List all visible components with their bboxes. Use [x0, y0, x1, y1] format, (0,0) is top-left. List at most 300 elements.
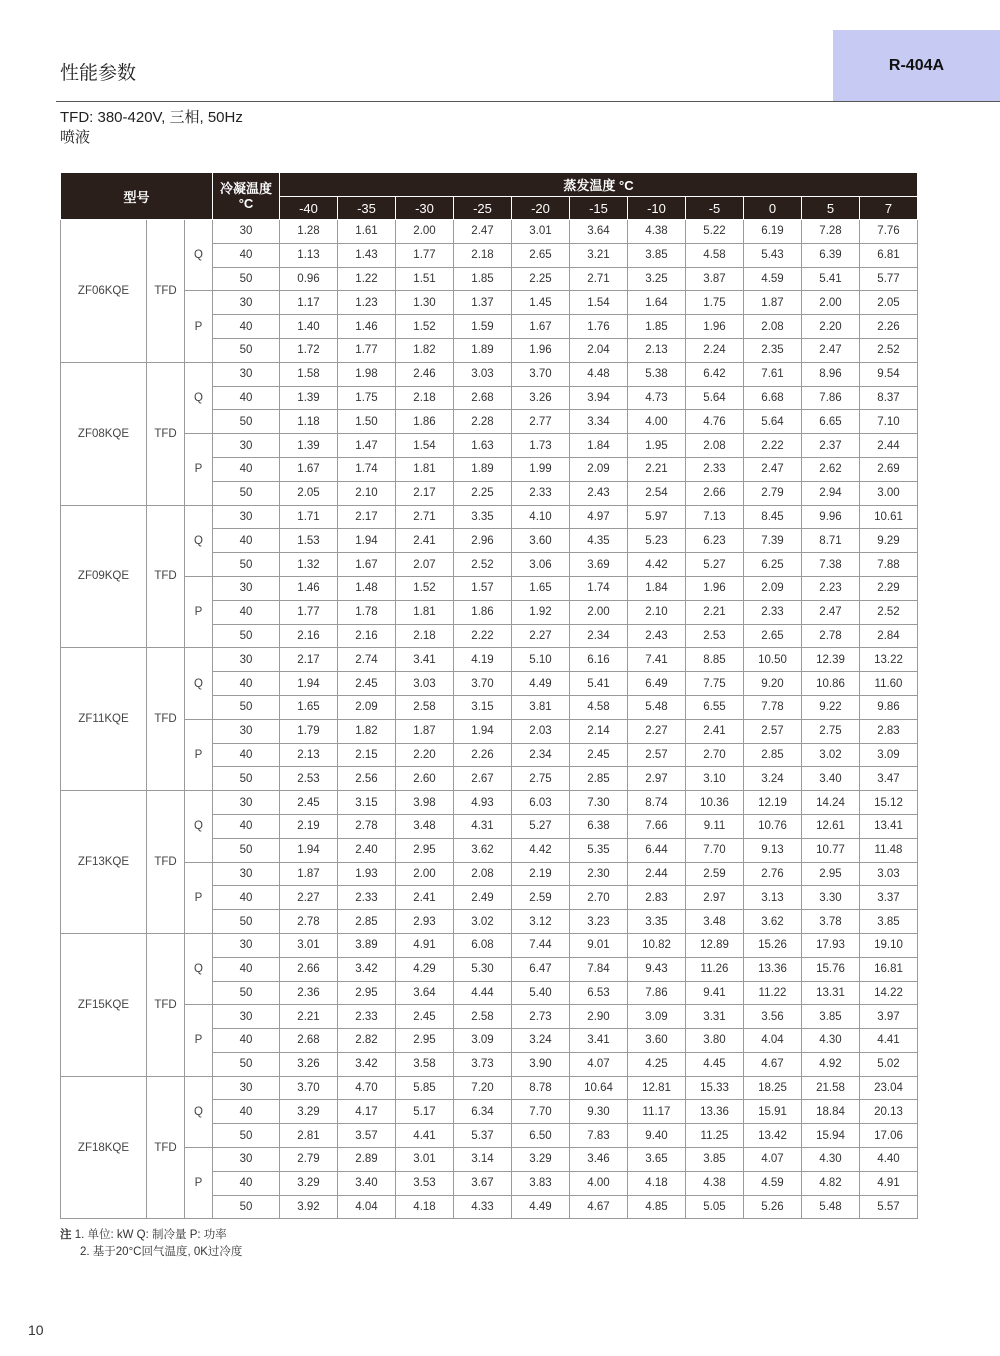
value-cell: 6.38 — [570, 814, 628, 838]
value-cell: 11.48 — [860, 838, 918, 862]
value-cell: 2.97 — [686, 886, 744, 910]
value-cell: 2.08 — [454, 862, 512, 886]
value-cell: 2.47 — [802, 338, 860, 362]
value-cell: 1.81 — [396, 600, 454, 624]
value-cell: 3.78 — [802, 910, 860, 934]
value-cell: 7.75 — [686, 672, 744, 696]
value-cell: 18.25 — [744, 1076, 802, 1100]
condensing-temp-cell: 50 — [213, 695, 280, 719]
value-cell: 4.67 — [744, 1052, 802, 1076]
model-name: ZF08KQE — [61, 362, 147, 505]
metric-power: P — [185, 576, 213, 647]
value-cell: 4.10 — [512, 505, 570, 529]
value-cell: 2.30 — [570, 862, 628, 886]
value-cell: 2.20 — [396, 743, 454, 767]
value-cell: 2.26 — [454, 743, 512, 767]
value-cell: 8.71 — [802, 529, 860, 553]
value-cell: 4.07 — [570, 1052, 628, 1076]
table-row — [61, 1076, 918, 1100]
value-cell: 1.86 — [396, 410, 454, 434]
value-cell: 8.96 — [802, 362, 860, 386]
condensing-temp-cell: 40 — [213, 672, 280, 696]
value-cell: 4.30 — [802, 1029, 860, 1053]
value-cell: 9.43 — [628, 957, 686, 981]
value-cell: 4.07 — [744, 1148, 802, 1172]
value-cell: 2.35 — [744, 338, 802, 362]
value-cell: 3.35 — [454, 505, 512, 529]
value-cell: 15.91 — [744, 1100, 802, 1124]
value-cell: 3.67 — [454, 1171, 512, 1195]
metric-capacity: Q — [185, 648, 213, 719]
value-cell: 1.18 — [280, 410, 338, 434]
footnote-units: 1. 单位: kW Q: 制冷量 P: 功率 — [74, 1229, 227, 1241]
value-cell: 2.73 — [512, 1005, 570, 1029]
metric-power: P — [185, 1148, 213, 1219]
value-cell: 2.71 — [396, 505, 454, 529]
value-cell: 4.93 — [454, 791, 512, 815]
value-cell: 3.41 — [396, 648, 454, 672]
value-cell: 3.15 — [338, 791, 396, 815]
value-cell: 2.58 — [396, 695, 454, 719]
value-cell: 2.47 — [744, 457, 802, 481]
value-cell: 9.54 — [860, 362, 918, 386]
value-cell: 4.91 — [860, 1171, 918, 1195]
value-cell: 3.09 — [454, 1029, 512, 1053]
condensing-temp-cell: 40 — [213, 1029, 280, 1053]
value-cell: 4.41 — [860, 1029, 918, 1053]
value-cell: 3.02 — [454, 910, 512, 934]
value-cell: 2.68 — [454, 386, 512, 410]
table-row — [61, 719, 918, 743]
value-cell: 7.86 — [628, 981, 686, 1005]
value-cell: 3.41 — [570, 1029, 628, 1053]
condensing-temp-cell: 30 — [213, 862, 280, 886]
value-cell: 3.12 — [512, 910, 570, 934]
value-cell: 4.82 — [802, 1171, 860, 1195]
value-cell: 2.17 — [396, 481, 454, 505]
condensing-temp-cell: 30 — [213, 362, 280, 386]
value-cell: 5.41 — [570, 672, 628, 696]
value-cell: 3.89 — [338, 933, 396, 957]
value-cell: 2.59 — [686, 862, 744, 886]
value-cell: 20.13 — [860, 1100, 918, 1124]
value-cell: 3.94 — [570, 386, 628, 410]
value-cell: 1.39 — [280, 386, 338, 410]
value-cell: 2.27 — [628, 719, 686, 743]
value-cell: 4.35 — [570, 529, 628, 553]
value-cell: 23.04 — [860, 1076, 918, 1100]
value-cell: 1.54 — [396, 434, 454, 458]
value-cell: 7.30 — [570, 791, 628, 815]
value-cell: 2.07 — [396, 553, 454, 577]
value-cell: 1.94 — [280, 838, 338, 862]
value-cell: 11.60 — [860, 672, 918, 696]
value-cell: 8.74 — [628, 791, 686, 815]
condensing-temp-cell: 50 — [213, 553, 280, 577]
value-cell: 1.87 — [744, 291, 802, 315]
value-cell: 9.11 — [686, 814, 744, 838]
value-cell: 4.19 — [454, 648, 512, 672]
value-cell: 1.67 — [512, 315, 570, 339]
value-cell: 1.48 — [338, 576, 396, 600]
value-cell: 12.39 — [802, 648, 860, 672]
condensing-temp-cell: 40 — [213, 743, 280, 767]
value-cell: 6.25 — [744, 553, 802, 577]
value-cell: 6.19 — [744, 220, 802, 244]
value-cell: 1.64 — [628, 291, 686, 315]
value-cell: 1.73 — [512, 434, 570, 458]
value-cell: 2.52 — [454, 553, 512, 577]
value-cell: 3.85 — [802, 1005, 860, 1029]
value-cell: 2.25 — [454, 481, 512, 505]
value-cell: 2.29 — [860, 576, 918, 600]
value-cell: 4.04 — [744, 1029, 802, 1053]
value-cell: 1.53 — [280, 529, 338, 553]
value-cell: 9.96 — [802, 505, 860, 529]
value-cell: 9.13 — [744, 838, 802, 862]
value-cell: 2.19 — [512, 862, 570, 886]
condensing-temp-cell: 40 — [213, 243, 280, 267]
metric-power: P — [185, 1005, 213, 1076]
value-cell: 5.43 — [744, 243, 802, 267]
value-cell: 5.23 — [628, 529, 686, 553]
injection-type: 喷液 — [60, 129, 91, 146]
condensing-temp-cell: 30 — [213, 220, 280, 244]
value-cell: 4.25 — [628, 1052, 686, 1076]
value-cell: 3.60 — [628, 1029, 686, 1053]
value-cell: 3.46 — [570, 1148, 628, 1172]
value-cell: 2.05 — [280, 481, 338, 505]
value-cell: 2.45 — [570, 743, 628, 767]
value-cell: 13.42 — [744, 1124, 802, 1148]
value-cell: 2.24 — [686, 338, 744, 362]
value-cell: 2.44 — [860, 434, 918, 458]
table-row — [61, 576, 918, 600]
value-cell: 4.58 — [570, 695, 628, 719]
value-cell: 2.76 — [744, 862, 802, 886]
value-cell: 1.72 — [280, 338, 338, 362]
value-cell: 2.47 — [802, 600, 860, 624]
value-cell: 8.78 — [512, 1076, 570, 1100]
value-cell: 2.09 — [744, 576, 802, 600]
value-cell: 2.53 — [280, 767, 338, 791]
value-cell: 4.29 — [396, 957, 454, 981]
value-cell: 3.98 — [396, 791, 454, 815]
value-cell: 2.96 — [454, 529, 512, 553]
value-cell: 3.29 — [512, 1148, 570, 1172]
page-number: 10 — [28, 1322, 44, 1338]
value-cell: 2.00 — [396, 862, 454, 886]
value-cell: 3.47 — [860, 767, 918, 791]
value-cell: 7.84 — [570, 957, 628, 981]
value-cell: 2.34 — [512, 743, 570, 767]
value-cell: 3.26 — [512, 386, 570, 410]
value-cell: 2.95 — [396, 1029, 454, 1053]
footnote-label: 注 — [60, 1229, 72, 1241]
condensing-temp-cell: 50 — [213, 481, 280, 505]
value-cell: 2.13 — [628, 338, 686, 362]
model-name: ZF06KQE — [61, 220, 147, 363]
value-cell: 9.01 — [570, 933, 628, 957]
value-cell: 1.81 — [396, 457, 454, 481]
value-cell: 6.44 — [628, 838, 686, 862]
value-cell: 15.33 — [686, 1076, 744, 1100]
value-cell: 2.00 — [570, 600, 628, 624]
condensing-temp-cell: 40 — [213, 886, 280, 910]
value-cell: 2.77 — [512, 410, 570, 434]
metric-power: P — [185, 291, 213, 362]
value-cell: 1.47 — [338, 434, 396, 458]
value-cell: 5.17 — [396, 1100, 454, 1124]
value-cell: 3.24 — [744, 767, 802, 791]
value-cell: 3.53 — [396, 1171, 454, 1195]
value-cell: 7.20 — [454, 1076, 512, 1100]
value-cell: 3.42 — [338, 957, 396, 981]
voltage-code: TFD — [147, 220, 185, 363]
value-cell: 1.57 — [454, 576, 512, 600]
value-cell: 1.45 — [512, 291, 570, 315]
value-cell: 2.27 — [512, 624, 570, 648]
value-cell: 11.17 — [628, 1100, 686, 1124]
value-cell: 12.19 — [744, 791, 802, 815]
value-cell: 4.91 — [396, 933, 454, 957]
value-cell: 2.82 — [338, 1029, 396, 1053]
value-cell: 2.41 — [396, 886, 454, 910]
condensing-temp-cell: 50 — [213, 1124, 280, 1148]
value-cell: 2.09 — [338, 695, 396, 719]
metric-capacity: Q — [185, 1076, 213, 1147]
value-cell: 3.09 — [860, 743, 918, 767]
value-cell: 2.67 — [454, 767, 512, 791]
value-cell: 3.34 — [570, 410, 628, 434]
value-cell: 7.10 — [860, 410, 918, 434]
value-cell: 1.95 — [628, 434, 686, 458]
value-cell: 19.10 — [860, 933, 918, 957]
value-cell: 2.97 — [628, 767, 686, 791]
value-cell: 3.31 — [686, 1005, 744, 1029]
value-cell: 5.35 — [570, 838, 628, 862]
value-cell: 3.97 — [860, 1005, 918, 1029]
value-cell: 3.24 — [512, 1029, 570, 1053]
model-name: ZF11KQE — [61, 648, 147, 791]
value-cell: 4.92 — [802, 1052, 860, 1076]
condensing-temp-cell: 40 — [213, 814, 280, 838]
value-cell: 2.19 — [280, 814, 338, 838]
value-cell: 1.94 — [280, 672, 338, 696]
table-row — [61, 362, 918, 386]
condensing-temp-label: 冷凝温度 — [219, 181, 272, 196]
table-row — [61, 434, 918, 458]
value-cell: 6.65 — [802, 410, 860, 434]
value-cell: 6.34 — [454, 1100, 512, 1124]
value-cell: 2.90 — [570, 1005, 628, 1029]
value-cell: 14.22 — [860, 981, 918, 1005]
value-cell: 3.70 — [280, 1076, 338, 1100]
value-cell: 6.68 — [744, 386, 802, 410]
value-cell: 1.78 — [338, 600, 396, 624]
value-cell: 1.46 — [338, 315, 396, 339]
value-cell: 5.02 — [860, 1052, 918, 1076]
value-cell: 2.89 — [338, 1148, 396, 1172]
value-cell: 7.70 — [512, 1100, 570, 1124]
value-cell: 2.58 — [454, 1005, 512, 1029]
value-cell: 3.62 — [454, 838, 512, 862]
condensing-temp-cell: 30 — [213, 791, 280, 815]
value-cell: 11.25 — [686, 1124, 744, 1148]
value-cell: 14.24 — [802, 791, 860, 815]
value-cell: 12.89 — [686, 933, 744, 957]
value-cell: 2.16 — [280, 624, 338, 648]
evap-temp-header-cell: -15 — [570, 197, 628, 220]
value-cell: 1.77 — [396, 243, 454, 267]
value-cell: 3.10 — [686, 767, 744, 791]
value-cell: 2.10 — [628, 600, 686, 624]
value-cell: 8.85 — [686, 648, 744, 672]
value-cell: 2.56 — [338, 767, 396, 791]
value-cell: 3.01 — [280, 933, 338, 957]
metric-capacity: Q — [185, 362, 213, 433]
value-cell: 2.62 — [802, 457, 860, 481]
value-cell: 1.59 — [454, 315, 512, 339]
value-cell: 3.92 — [280, 1195, 338, 1219]
value-cell: 3.09 — [628, 1005, 686, 1029]
value-cell: 3.40 — [338, 1171, 396, 1195]
value-cell: 3.62 — [744, 910, 802, 934]
value-cell: 4.76 — [686, 410, 744, 434]
condensing-temp-cell: 40 — [213, 457, 280, 481]
condensing-temp-cell: 30 — [213, 648, 280, 672]
metric-power: P — [185, 434, 213, 505]
condensing-temp-cell: 30 — [213, 291, 280, 315]
value-cell: 3.81 — [512, 695, 570, 719]
value-cell: 5.27 — [512, 814, 570, 838]
metric-power: P — [185, 719, 213, 790]
voltage-code: TFD — [147, 362, 185, 505]
value-cell: 4.67 — [570, 1195, 628, 1219]
value-cell: 2.33 — [338, 886, 396, 910]
value-cell: 3.57 — [338, 1124, 396, 1148]
value-cell: 3.03 — [860, 862, 918, 886]
value-cell: 3.48 — [686, 910, 744, 934]
value-cell: 3.35 — [628, 910, 686, 934]
value-cell: 3.80 — [686, 1029, 744, 1053]
condensing-temp-cell: 50 — [213, 910, 280, 934]
condensing-temp-cell: 40 — [213, 1100, 280, 1124]
value-cell: 6.42 — [686, 362, 744, 386]
value-cell: 2.26 — [860, 315, 918, 339]
value-cell: 3.87 — [686, 267, 744, 291]
value-cell: 1.96 — [512, 338, 570, 362]
value-cell: 4.58 — [686, 243, 744, 267]
footnotes — [60, 1227, 242, 1261]
value-cell: 12.81 — [628, 1076, 686, 1100]
value-cell: 1.76 — [570, 315, 628, 339]
value-cell: 3.85 — [860, 910, 918, 934]
value-cell: 2.78 — [802, 624, 860, 648]
value-cell: 1.85 — [628, 315, 686, 339]
value-cell: 2.85 — [744, 743, 802, 767]
condensing-temp-cell: 50 — [213, 767, 280, 791]
value-cell: 2.47 — [454, 220, 512, 244]
value-cell: 15.94 — [802, 1124, 860, 1148]
evap-temp-header-cell: -10 — [628, 197, 686, 220]
value-cell: 1.71 — [280, 505, 338, 529]
value-cell: 1.93 — [338, 862, 396, 886]
value-cell: 2.45 — [396, 1005, 454, 1029]
value-cell: 8.45 — [744, 505, 802, 529]
value-cell: 2.36 — [280, 981, 338, 1005]
value-cell: 1.85 — [454, 267, 512, 291]
value-cell: 1.77 — [338, 338, 396, 362]
value-cell: 5.64 — [686, 386, 744, 410]
value-cell: 2.22 — [744, 434, 802, 458]
model-header: 型号 — [61, 173, 213, 220]
value-cell: 15.76 — [802, 957, 860, 981]
value-cell: 5.30 — [454, 957, 512, 981]
value-cell: 2.74 — [338, 648, 396, 672]
value-cell: 2.59 — [512, 886, 570, 910]
value-cell: 6.08 — [454, 933, 512, 957]
value-cell: 2.10 — [338, 481, 396, 505]
value-cell: 1.94 — [338, 529, 396, 553]
evap-temp-header-cell: 0 — [744, 197, 802, 220]
value-cell: 10.50 — [744, 648, 802, 672]
condensing-temp-cell: 50 — [213, 838, 280, 862]
value-cell: 4.41 — [396, 1124, 454, 1148]
value-cell: 1.40 — [280, 315, 338, 339]
condensing-temp-cell: 40 — [213, 386, 280, 410]
value-cell: 3.90 — [512, 1052, 570, 1076]
evap-temp-header-cell: -5 — [686, 197, 744, 220]
value-cell: 2.41 — [396, 529, 454, 553]
value-cell: 1.94 — [454, 719, 512, 743]
table-row — [61, 1148, 918, 1172]
value-cell: 1.79 — [280, 719, 338, 743]
value-cell: 2.20 — [802, 315, 860, 339]
condensing-temp-cell: 50 — [213, 1195, 280, 1219]
value-cell: 6.03 — [512, 791, 570, 815]
value-cell: 4.44 — [454, 981, 512, 1005]
value-cell: 4.04 — [338, 1195, 396, 1219]
value-cell: 9.29 — [860, 529, 918, 553]
value-cell: 1.75 — [338, 386, 396, 410]
value-cell: 15.26 — [744, 933, 802, 957]
value-cell: 4.73 — [628, 386, 686, 410]
value-cell: 1.17 — [280, 291, 338, 315]
header-divider — [56, 101, 1000, 102]
value-cell: 10.86 — [802, 672, 860, 696]
value-cell: 5.41 — [802, 267, 860, 291]
value-cell: 1.87 — [396, 719, 454, 743]
value-cell: 10.64 — [570, 1076, 628, 1100]
value-cell: 2.81 — [280, 1124, 338, 1148]
table-row — [61, 648, 918, 672]
value-cell: 2.23 — [802, 576, 860, 600]
table-row — [61, 933, 918, 957]
model-name: ZF09KQE — [61, 505, 147, 648]
value-cell: 1.65 — [512, 576, 570, 600]
value-cell: 2.53 — [686, 624, 744, 648]
value-cell: 1.96 — [686, 315, 744, 339]
value-cell: 2.17 — [338, 505, 396, 529]
value-cell: 2.60 — [396, 767, 454, 791]
value-cell: 2.65 — [744, 624, 802, 648]
value-cell: 2.95 — [396, 838, 454, 862]
value-cell: 3.21 — [570, 243, 628, 267]
value-cell: 4.00 — [570, 1171, 628, 1195]
value-cell: 2.45 — [338, 672, 396, 696]
value-cell: 1.89 — [454, 457, 512, 481]
